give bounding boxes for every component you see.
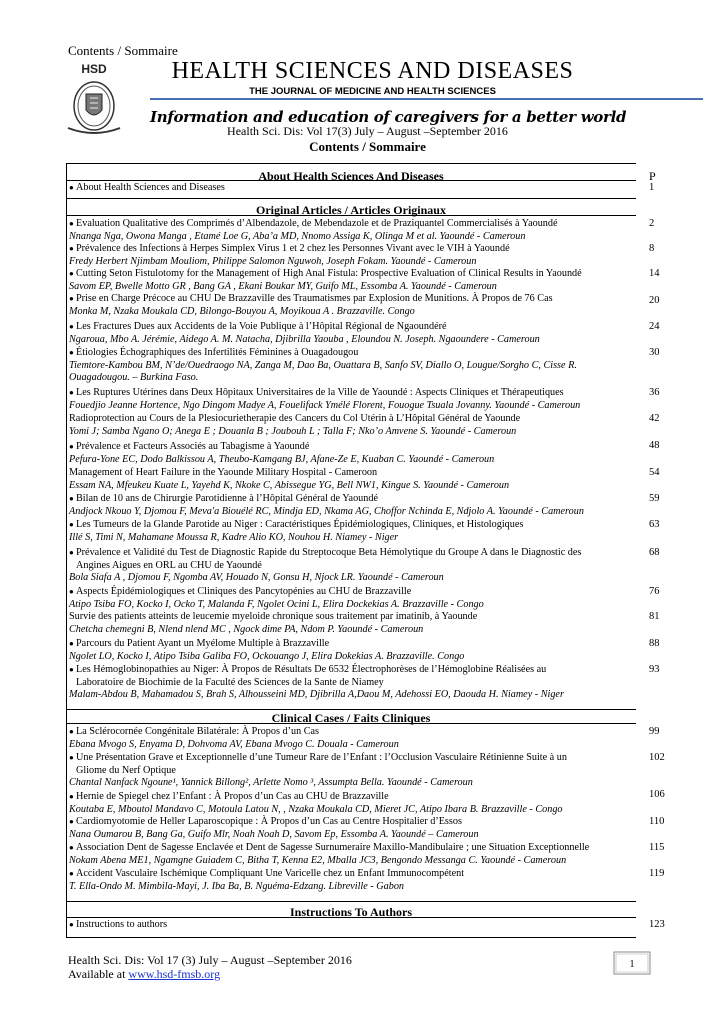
entry-title-text: Prévalence et Facteurs Associés au Tabagisme à Yaoundé bbox=[76, 441, 310, 452]
entry-title-text: Prévalence et Validité du Test de Diagnostic Rapide du Streptocoque Beta Hémolytique du Groupe A dans le Diagnostic des bbox=[76, 547, 582, 558]
entry-authors: Fouedjio Jeanne Hortence, Ngo Dingom Madye A, Fouelifack Ymélé Florent, Fouogue Tsuala Jovanny. Yaoundé - Cameroun bbox=[69, 399, 581, 411]
entry-page-number: 88 bbox=[649, 638, 660, 649]
website-link[interactable]: www.hsd-fmsb.org bbox=[128, 967, 221, 981]
entry-title-text: About Health Sciences and Diseases bbox=[76, 182, 225, 193]
entry-title-text: Prise en Charge Précoce au CHU De Brazzaville des Traumatismes par Explosion de Munitions. À Propos de 76 Cas bbox=[76, 293, 553, 304]
entry-authors: Malam-Abdou B, Mahamadou S, Brah S, Alhousseini MD, Djibrilla A,Daou M, Adehossi EO, Daouda H. Niamey - Niger bbox=[69, 689, 564, 700]
toc-entry[interactable] bbox=[69, 586, 636, 611]
bullet-icon: ● bbox=[69, 548, 74, 557]
entry-title bbox=[69, 664, 636, 677]
entry-title bbox=[69, 868, 636, 881]
toc-entry[interactable] bbox=[69, 321, 636, 346]
entry-title bbox=[69, 243, 636, 256]
entry-page-number: 20 bbox=[649, 295, 660, 306]
entry-title bbox=[69, 347, 636, 360]
section-heading: Instructions To Authors bbox=[289, 905, 413, 919]
toc-entry[interactable] bbox=[69, 182, 636, 195]
toc-entry[interactable] bbox=[69, 919, 636, 932]
entry-title-text: Cutting Seton Fistulotomy for the Management of High Anal Fistula: Prospective Evaluation of Clinical Results in Yaoundé bbox=[76, 268, 582, 279]
entry-title-text: Bilan de 10 ans de Chirurgie Parotidienne à l’Hôpital Général de Yaoundé bbox=[76, 493, 378, 504]
entry-title bbox=[69, 182, 636, 195]
table-of-contents bbox=[66, 163, 668, 942]
bullet-icon: ● bbox=[69, 920, 74, 929]
entry-title bbox=[69, 816, 636, 829]
section-heading: About Health Sciences And Diseases bbox=[258, 169, 444, 183]
entry-title bbox=[69, 638, 636, 651]
available-label: Available at bbox=[68, 967, 129, 981]
entry-page-number: 110 bbox=[649, 816, 665, 827]
entry-title-text: La Sclérocornée Congénitale Bilatérale: À Propos d’un Cas bbox=[76, 726, 320, 737]
bullet-icon: ● bbox=[69, 388, 74, 397]
entry-page-number: 102 bbox=[649, 752, 665, 763]
page-number: 1 bbox=[629, 959, 635, 970]
entry-authors: Essam NA, Mfeukeu Kuate L, Yayehd K, Nkoke C, Abissegue YG, Bell NW1, Kingue S. Yaoundé - Cameroun bbox=[69, 479, 510, 491]
entry-title bbox=[69, 611, 636, 624]
section-rule bbox=[66, 198, 636, 199]
entry-page-number: 76 bbox=[649, 586, 660, 597]
journal-subtitle: THE JOURNAL OF MEDICINE AND HEALTH SCIENCES bbox=[249, 86, 496, 97]
entry-authors: Bola Siafa A , Djomou F, Ngomba AV, Houado N, Gonsu H, Njock LR. Yaoundé - Cameroun bbox=[69, 572, 444, 583]
entry-authors: Chantal Nanfack Ngoune¹, Yannick Billong², Arlette Nomo ³, Assumpta Bella. Yaoundé - Cameroun bbox=[69, 777, 473, 788]
entry-page-number: 99 bbox=[649, 726, 660, 737]
entry-title-text: Instructions to authors bbox=[76, 919, 168, 930]
entry-title-text: Survie des patients atteints de leucemie myeloide chronique sous traitement par imatinib, à Yaounde bbox=[69, 611, 478, 622]
entry-title bbox=[69, 919, 636, 932]
entry-title bbox=[69, 586, 636, 599]
toc-entry[interactable] bbox=[69, 413, 636, 438]
contents-heading: Contents / Sommaire bbox=[309, 139, 426, 154]
bullet-icon: ● bbox=[69, 639, 74, 648]
entry-title bbox=[69, 321, 636, 334]
entry-page-number: 2 bbox=[649, 218, 655, 229]
entry-authors: Ebana Mvogo S, Enyama D, Dohvoma AV, Ebana Mvogo C. Douala - Cameroun bbox=[69, 738, 399, 750]
header-divider bbox=[150, 98, 703, 100]
toc-entry[interactable] bbox=[69, 293, 636, 318]
entry-title-text: Prévalence des Infections à Herpes Simplex Virus 1 et 2 chez les Personnes Vivant avec le VIH à Yaoundé bbox=[76, 243, 510, 254]
entry-title-text: Étiologies Échographiques des Infertilités Féminines à Ouagadougou bbox=[76, 347, 359, 358]
entry-title-text: Association Dent de Sagesse Enclavée et Dent de Sagesse Surnumeraire Maxillo-Mandibulaire ; une Situation Exceptionnelle bbox=[76, 842, 590, 853]
entry-title-text: Une Présentation Grave et Exceptionnelle d’une Tumeur Rare de l’Enfant : l’Occlusion Vasculaire Rétinienne Suite à un bbox=[76, 752, 567, 763]
entry-authors: Ngolet LO, Kocko I, Atipo Tsiba Galiba FO, Ockouango J, Elira Dokekias A. Brazzaville. Congo bbox=[69, 650, 465, 662]
entry-title-text: Management of Heart Failure in the Yaounde Military Hospital - Cameroon bbox=[69, 467, 378, 478]
bullet-icon: ● bbox=[69, 269, 74, 278]
toc-entry[interactable] bbox=[69, 752, 636, 790]
toc-entry[interactable] bbox=[69, 243, 636, 268]
toc-entry[interactable] bbox=[69, 664, 636, 702]
toc-entry[interactable] bbox=[69, 726, 636, 751]
toc-entry[interactable] bbox=[69, 816, 636, 841]
section-rule bbox=[66, 163, 636, 164]
entry-title-text: Radioprotection au Cours de la Plesiocurietherapie des Cancers du Col Utérin à L’Hôpital Général de Yaounde bbox=[69, 413, 521, 424]
footer bbox=[68, 953, 352, 981]
toc-bottom-rule bbox=[66, 937, 636, 938]
entry-page-number: 59 bbox=[649, 493, 660, 504]
bullet-icon: ● bbox=[69, 587, 74, 596]
toc-entry[interactable] bbox=[69, 611, 636, 636]
entry-title bbox=[69, 842, 636, 855]
entry-authors: Nokam Abena ME1, Ngamgne Guiadem C, Bitha T, Kenna E2, Mballa JC3, Bengondo Messanga C. Yaoundé - Cameroun bbox=[69, 854, 567, 866]
section-heading: Clinical Cases / Faits Cliniques bbox=[271, 711, 431, 725]
entry-title bbox=[69, 752, 636, 765]
toc-left-border bbox=[66, 163, 67, 938]
bullet-icon: ● bbox=[69, 494, 74, 503]
bullet-icon: ● bbox=[69, 753, 74, 762]
entry-title-text: Les Tumeurs de la Glande Parotide au Niger : Caractéristiques Épidémiologiques, Cliniques, et Histologiques bbox=[76, 519, 524, 530]
entry-authors: Yomi J; Samba Ngano O; Anega E ; Douanla B ; Joubouh L ; Talla F; Nko’o Amvene S. Yaoundé - Cameroun bbox=[69, 425, 517, 437]
volume-line: Health Sci. Dis: Vol 17(3) July – August –September 2016 bbox=[227, 124, 508, 138]
entry-title bbox=[69, 387, 636, 400]
page-column-header: P bbox=[649, 169, 656, 183]
entry-authors: Nana Oumarou B, Bang Ga, Guifo Mlr, Noah Noah D, Savom Ep, Essomba A. Yaoundé – Cameroun bbox=[69, 828, 479, 840]
entry-title bbox=[69, 493, 636, 506]
section-heading: Original Articles / Articles Originaux bbox=[256, 203, 446, 217]
entry-page-number: 115 bbox=[649, 842, 665, 853]
bullet-icon: ● bbox=[69, 294, 74, 303]
entry-authors: Chetcha chemegni B, Nlend nlend MC , Ngock dime PA, Ndom P. Yaoundé - Cameroun bbox=[69, 623, 424, 635]
entry-page-number: 14 bbox=[649, 268, 660, 279]
entry-page-number: 119 bbox=[649, 868, 665, 879]
journal-title: HEALTH SCIENCES AND DISEASES bbox=[171, 58, 574, 84]
tagline: Information and education of caregivers for a better world bbox=[150, 108, 627, 126]
entry-authors: Monka M, Nzaka Moukala CD, Bilongo-Bouyou A, Moyikoua A . Brazzaville. Congo bbox=[69, 305, 415, 317]
entry-title bbox=[69, 268, 636, 281]
toc-entry[interactable] bbox=[69, 467, 636, 492]
bullet-icon: ● bbox=[69, 322, 74, 331]
toc-entry[interactable] bbox=[69, 347, 636, 385]
footer-availability bbox=[68, 967, 352, 981]
entry-page-number: 48 bbox=[649, 440, 660, 451]
journal-seal-logo bbox=[64, 62, 124, 136]
entry-title bbox=[69, 791, 636, 804]
entry-page-number: 8 bbox=[649, 243, 655, 254]
bullet-icon: ● bbox=[69, 843, 74, 852]
entry-title-text: Accident Vasculaire Ischémique Compliquant Une Varicelle chez un Enfant Immunocompétent bbox=[76, 868, 465, 879]
entry-page-number: 123 bbox=[649, 919, 665, 930]
entry-authors: Illé S, Timi N, Mahamane Moussa R, Kadre Alio KO, Nouhou H. Niamey - Niger bbox=[69, 531, 399, 543]
entry-title-text: Aspects Épidémiologiques et Cliniques des Pancytopénies au CHU de Brazzaville bbox=[76, 586, 412, 597]
entry-page-number: 1 bbox=[649, 182, 655, 193]
toc-entry[interactable] bbox=[69, 547, 636, 585]
bullet-icon: ● bbox=[69, 244, 74, 253]
entry-title bbox=[69, 726, 636, 739]
entry-title-text: Cardiomyotomie de Heller Laparoscopique : À Propos d’un Cas au Centre Hospitalier d’Essos bbox=[76, 816, 462, 827]
entry-title-text: Hernie de Spiegel chez l’Enfant : À Propos d’un Cas au CHU de Brazzaville bbox=[76, 791, 389, 802]
entry-page-number: 63 bbox=[649, 519, 660, 530]
entry-title bbox=[69, 413, 636, 426]
entry-page-number: 36 bbox=[649, 387, 660, 398]
entry-title bbox=[69, 293, 636, 306]
toc-entry[interactable] bbox=[69, 842, 636, 867]
entry-page-number: 68 bbox=[649, 547, 660, 558]
entry-title-text: Les Ruptures Utérines dans Deux Hôpitaux Universitaires de la Ville de Yaoundé : Aspects Cliniques et Thérapeutiques bbox=[76, 387, 564, 398]
bullet-icon: ● bbox=[69, 442, 74, 451]
entry-title-text: Evaluation Qualitative des Comprimés d’Albendazole, de Mebendazole et de Praziquantel Commercialisés à Yaoundé bbox=[76, 218, 558, 229]
toc-entry[interactable] bbox=[69, 387, 636, 412]
entry-page-number: 42 bbox=[649, 413, 660, 424]
entry-authors: Tiemtore-Kambou BM, N’de/Ouedraogo NA, Zanga M, Dao Ba, Ouattara B, Sanfo SV, Diallo O, Lougue/Sorgho C, Cisse R. Ouagadougou. – Burkina Faso. bbox=[69, 359, 577, 383]
entry-title bbox=[69, 519, 636, 532]
entry-title-text: Les Hémoglobinopathies au Niger: À Propos de Résultats De 6532 Électrophorèses de l’Hémoglobine Réalisées au bbox=[76, 664, 547, 675]
toc-entry[interactable] bbox=[69, 493, 636, 518]
entry-title bbox=[69, 441, 636, 454]
toc-entry[interactable] bbox=[69, 638, 636, 663]
entry-authors: Nnanga Nga, Owona Manga , Etamé Loe G, Aba’a MD, Nnomo Assiga K, Olinga M et al. Yaoundé - Cameroun bbox=[69, 230, 526, 242]
bullet-icon: ● bbox=[69, 219, 74, 228]
bullet-icon: ● bbox=[69, 348, 74, 357]
entry-title-continued: Laboratoire de Biochimie de la Faculté des Sciences de la Sante de Niamey bbox=[76, 676, 384, 688]
entry-page-number: 24 bbox=[649, 321, 660, 332]
bullet-icon: ● bbox=[69, 520, 74, 529]
entry-page-number: 30 bbox=[649, 347, 660, 358]
entry-title bbox=[69, 218, 636, 231]
section-rule bbox=[66, 709, 636, 710]
entry-title bbox=[69, 467, 636, 480]
entry-title bbox=[69, 547, 636, 560]
entry-authors: Savom EP, Bwelle Motto GR , Bang GA , Ekani Boukar MY, Guifo ML, Essomba A. Yaoundé - Cameroun bbox=[69, 280, 497, 292]
entry-authors: T. Ella-Ondo M. Mimbila-Mayi, J. Iba Ba, B. Nguéma-Edzang. Libreville - Gabon bbox=[69, 880, 405, 892]
toc-entry[interactable] bbox=[69, 268, 636, 293]
top-section-label: Contents / Sommaire bbox=[68, 43, 178, 58]
entry-title-continued: Angines Aigues en ORL au CHU de Yaoundé bbox=[76, 559, 262, 571]
entry-authors: Fredy Herbert Njimbam Mouliom, Philippe Salomon Nguwoh, Joseph Fokam. Yaoundé - Cameroun bbox=[69, 255, 477, 267]
bullet-icon: ● bbox=[69, 727, 74, 736]
toc-entry[interactable] bbox=[69, 791, 636, 816]
entry-title-continued: Gliome du Nerf Optique bbox=[76, 764, 176, 776]
entry-authors: Andjock Nkouo Y, Djomou F, Meva'a Biouélé RC, Mindja ED, Nkama AG, Choffor Nchinda E, Ndjolo A. Yaoundé - Cameroun bbox=[69, 505, 584, 517]
entry-title-text: Parcours du Patient Ayant un Myélome Multiple à Brazzaville bbox=[76, 638, 330, 649]
entry-authors: Atipo Tsiba FO, Kocko I, Ocko T, Malanda F, Ngolet Ocini L, Elira Dockekias A. Brazzaville - Congo bbox=[69, 598, 484, 610]
entry-authors: Pefura-Yone EC, Dodo Balkissou A, Theubo-Kamgang BJ, Afane-Ze E, Kuaban C. Yaoundé - Cameroun bbox=[69, 453, 495, 465]
bullet-icon: ● bbox=[69, 665, 74, 674]
page-number-badge bbox=[612, 950, 652, 976]
toc-entry[interactable] bbox=[69, 519, 636, 544]
svg-text:HSD: HSD bbox=[81, 62, 107, 76]
toc-entry[interactable] bbox=[69, 441, 636, 466]
bullet-icon: ● bbox=[69, 183, 74, 192]
entry-title-text: Les Fractures Dues aux Accidents de la Voie Publique à l’Hôpital Régional de Ngaoundéré bbox=[76, 321, 447, 332]
entry-authors: Ngaroua, Mbo A. Jérémie, Aidego A. M. Natacha, Djibrilla Yaouba , Eloundou N. Joseph. Ngaoundere - Cameroun bbox=[69, 333, 540, 345]
footer-volume-line: Health Sci. Dis: Vol 17 (3) July – August –September 2016 bbox=[68, 953, 352, 967]
entry-authors: Koutaba E, Mboutol Mandavo C, Motoula Latou N, , Nzaka Moukala CD, Mieret JC, Atipo Ibara B. Brazzaville - Congo bbox=[69, 803, 563, 815]
bullet-icon: ● bbox=[69, 817, 74, 826]
entry-page-number: 81 bbox=[649, 611, 660, 622]
section-rule bbox=[66, 901, 636, 902]
entry-page-number: 54 bbox=[649, 467, 660, 478]
bullet-icon: ● bbox=[69, 792, 74, 801]
bullet-icon: ● bbox=[69, 869, 74, 878]
toc-entry[interactable] bbox=[69, 868, 636, 893]
toc-entry[interactable] bbox=[69, 218, 636, 243]
entry-page-number: 106 bbox=[649, 789, 665, 800]
entry-page-number: 93 bbox=[649, 664, 660, 675]
